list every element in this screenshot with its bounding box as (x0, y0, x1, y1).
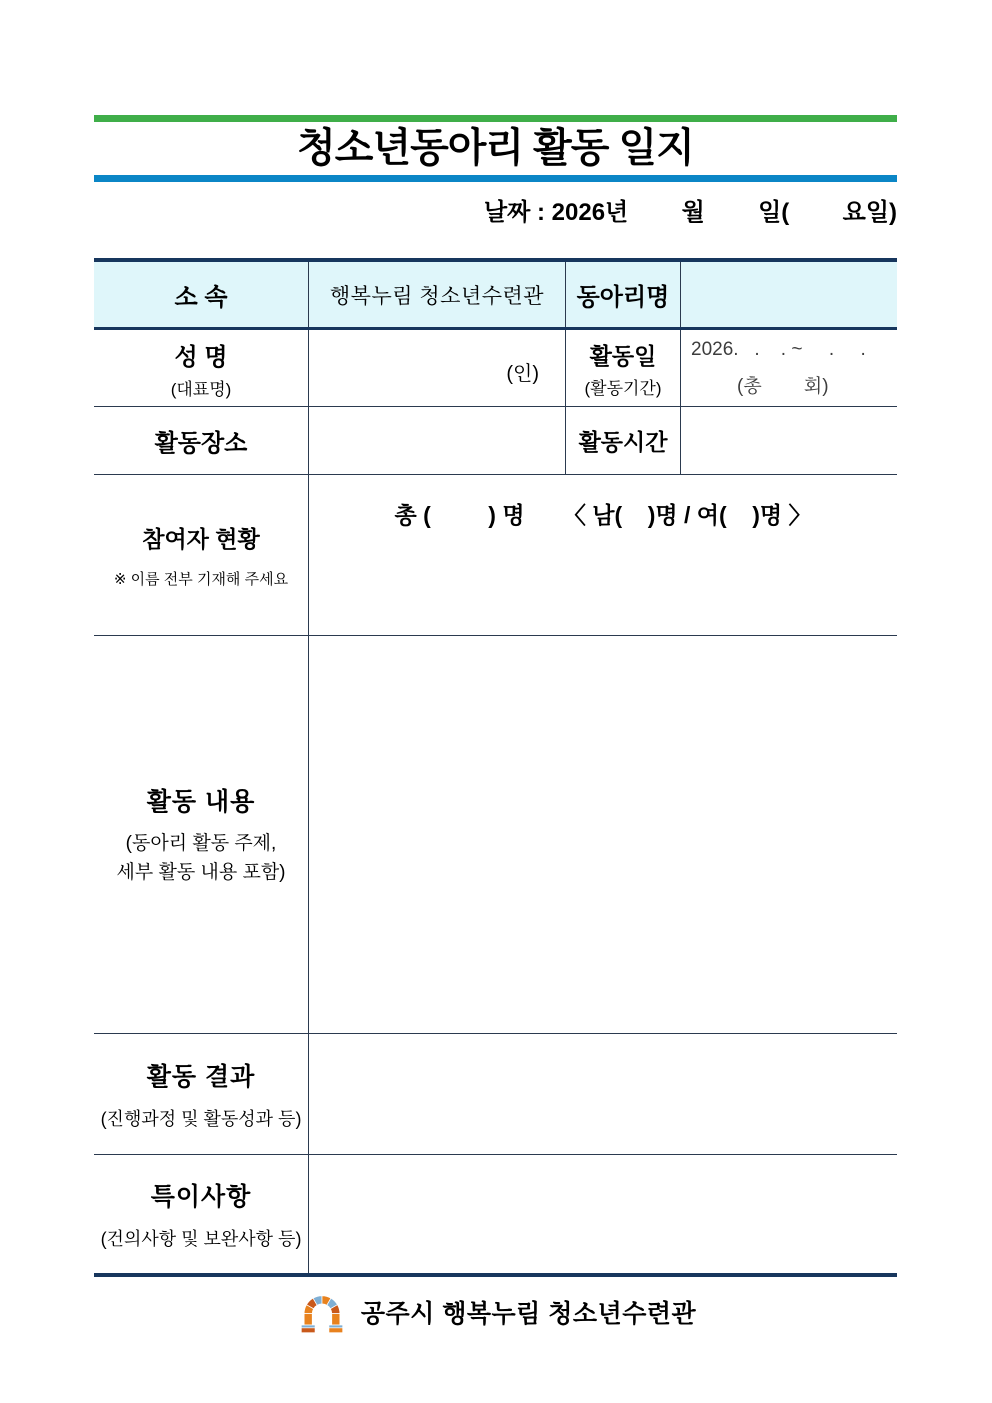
affiliation-value: 행복누림 청소년수련관 (308, 262, 565, 327)
special-note-label-sub: (건의사항 및 보완사항 등) (100, 1229, 302, 1249)
name-label-cell (94, 330, 308, 406)
table-row-place (94, 407, 897, 475)
participants-value-cell (308, 475, 897, 635)
activity-date-value-cell (680, 330, 897, 406)
place-value (308, 407, 565, 474)
club-name-label: 동아리명 (565, 262, 680, 327)
table-row-content (94, 636, 897, 1034)
time-value (680, 407, 897, 474)
activity-date-label-sub: (활동기간) (584, 378, 662, 398)
title-bottom-rule (94, 175, 897, 182)
time-label: 활동시간 (565, 407, 680, 474)
club-name-value (680, 262, 897, 327)
place-label: 활동장소 (154, 430, 248, 457)
table-row-special-note (94, 1155, 897, 1273)
activity-total-count: (총 회) (737, 375, 829, 397)
content-label-sub-line2: 세부 활동 내용 포함) (116, 861, 286, 883)
activity-log-table (94, 258, 897, 1277)
arch-logo-icon (296, 1288, 348, 1336)
table-row-participants (94, 475, 897, 636)
result-label-sub: (진행과정 및 활동성과 등) (100, 1109, 302, 1129)
special-note-label-cell (94, 1155, 308, 1273)
name-label: 성 명 (174, 343, 228, 371)
title-top-rule (94, 115, 897, 122)
footer-org-name: 공주시 행복누림 청소년수련관 (360, 1300, 697, 1328)
content-value-cell (308, 636, 897, 1033)
activity-date-label: 활동일 (589, 342, 657, 369)
page-title: 청소년동아리 활동 일지 (297, 126, 694, 170)
activity-date-range: 2026. . . ~ . . (691, 338, 866, 360)
name-value-cell (308, 330, 565, 406)
affiliation-label: 소 속 (174, 284, 228, 311)
participants-label: 참여자 현황 (142, 526, 260, 552)
activity-date-label-cell (565, 330, 680, 406)
table-row-affiliation (94, 262, 897, 330)
result-label-cell (94, 1034, 308, 1154)
result-label: 활동 결과 (146, 1063, 256, 1091)
date-line: 날짜 : 2026년 월 일( 요일) (483, 199, 897, 226)
footer (0, 1288, 992, 1336)
content-label-sub-line1: (동아리 활동 주제, (125, 833, 277, 854)
seal-mark: (인) (506, 362, 539, 385)
participants-label-cell (94, 475, 308, 635)
content-label-sub (117, 830, 286, 887)
special-note-value-cell (308, 1155, 897, 1273)
table-row-name (94, 330, 897, 407)
table-row-result (94, 1034, 897, 1155)
participants-count-line: 총 ( ) 명 〈 남( )명 / 여( )명 〉 (394, 502, 812, 528)
content-label: 활동 내용 (146, 788, 256, 816)
special-note-label: 특이사항 (150, 1183, 252, 1211)
name-label-sub: (대표명) (170, 379, 232, 399)
result-value-cell (308, 1034, 897, 1154)
content-label-cell (94, 636, 308, 1033)
participants-note: ※ 이름 전부 기재해 주세요 (113, 571, 289, 588)
